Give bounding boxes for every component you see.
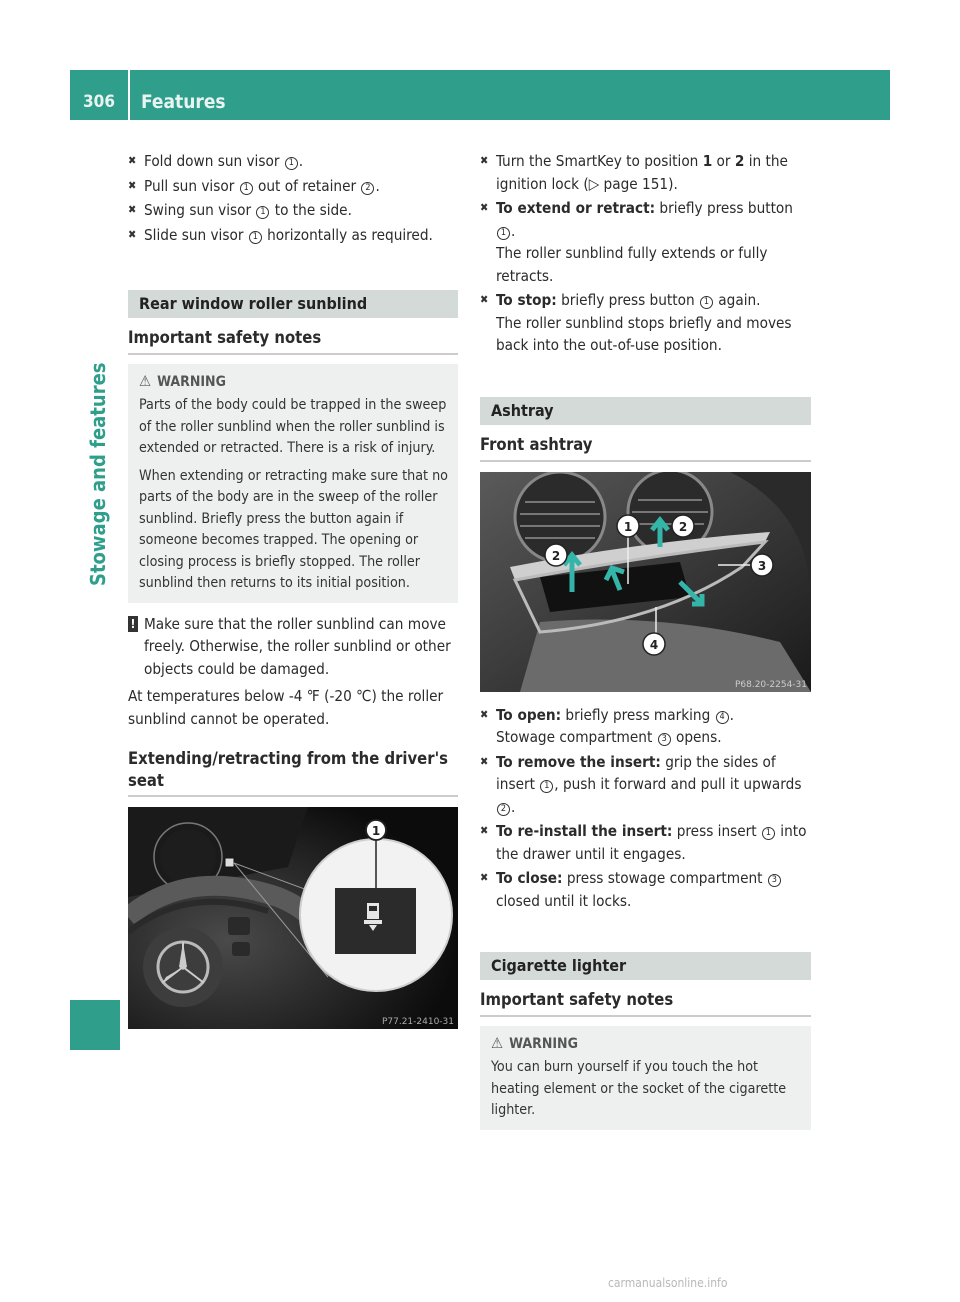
callout-1: 1: [762, 827, 775, 840]
subsection-title-drivers-seat: Extending/retracting from the driver's seat: [128, 748, 458, 797]
callout-1: 1: [497, 227, 510, 240]
ashtray-illustration: [480, 472, 811, 692]
page-number: 306: [83, 92, 115, 112]
image-callout-2: 2: [678, 519, 688, 534]
image-code: P68.20-2254-31: [734, 679, 807, 690]
callout-3: 3: [658, 733, 671, 746]
exclamation-icon: !: [128, 616, 138, 632]
callout-1: 1: [249, 231, 262, 244]
watermark-footer: carmanualsonline.info: [608, 1276, 728, 1290]
step-turn-smartkey: ✖ Turn the SmartKey to position 1 or 2 in the ignition lock (▷ page 151).: [480, 150, 811, 195]
warning-heading: ⚠ WARNING: [139, 372, 226, 390]
callout-1: 1: [540, 780, 553, 793]
warning-box: [480, 1026, 811, 1130]
step-close: ✖ To close: press stowage compartment 3 closed until it locks.: [480, 867, 811, 912]
callout-4: 4: [716, 711, 729, 724]
ashtray-image: [480, 472, 811, 692]
callout-3: 3: [768, 874, 781, 887]
image-code: P77.21-2410-31: [381, 1017, 454, 1027]
image-callout-4: 4: [649, 637, 659, 652]
warning-triangle-icon: ⚠: [139, 372, 152, 390]
warning-box: [128, 364, 458, 603]
right-column: [480, 150, 811, 1130]
callout-2: 2: [361, 182, 374, 195]
subsection-title-safety: Important safety notes: [480, 988, 811, 1017]
damage-note: ! Make sure that the roller sunblind can move freely. Otherwise, the roller sunblind or other objects could be damaged.: [128, 613, 458, 681]
warning-paragraph: You can burn yourself if you touch the hot heating element or the socket of the cigarette lighter.: [491, 1059, 787, 1118]
page-header: [70, 70, 890, 120]
step-reinstall-insert: ✖ To re-install the insert: press insert 1 into the drawer until it engages.: [480, 820, 811, 865]
page-title: Features: [141, 91, 226, 113]
callout-1: 1: [285, 157, 298, 170]
callout-1: 1: [240, 182, 253, 195]
warning-triangle-icon: ⚠: [491, 1034, 504, 1052]
step-stop: ✖ To stop: briefly press button 1 again. The roller sunblind stops briefly and moves back into the out-of-use position.: [480, 289, 811, 357]
left-column: [128, 150, 458, 1029]
dashboard-illustration: [128, 807, 458, 1029]
image-callout-3: 3: [757, 558, 767, 573]
image-callout-1: 1: [623, 519, 633, 534]
step-pull-visor: ✖ Pull sun visor 1 out of retainer 2 .: [128, 175, 458, 198]
warning-heading: ⚠ WARNING: [491, 1034, 578, 1052]
step-extend-retract: ✖ To extend or retract: briefly press button 1 . The roller sunblind fully extends or fully retracts.: [480, 197, 811, 287]
temperature-note: At temperatures below -4 ℉ (-20 ℃) the roller sunblind cannot be operated.: [128, 687, 444, 728]
callout-1: 1: [256, 206, 269, 219]
sidebar-chapter-label: Stowage and features: [86, 362, 110, 586]
step-open: ✖ To open: briefly press marking 4 . Stowage compartment 3 opens.: [480, 704, 811, 749]
callout-2: 2: [497, 803, 510, 816]
dashboard-button-image: [128, 807, 458, 1029]
image-callout-2: 2: [551, 548, 561, 563]
callout-1: 1: [700, 296, 713, 309]
image-callout-1: 1: [371, 824, 381, 838]
step-slide-visor: ✖ Slide sun visor 1 horizontally as required.: [128, 224, 458, 247]
header-divider: [128, 70, 130, 120]
sidebar-tab: [70, 1000, 120, 1050]
subsection-title-safety: Important safety notes: [128, 326, 458, 355]
step-fold-visor: ✖ Fold down sun visor 1 .: [128, 150, 458, 173]
step-remove-insert: ✖ To remove the insert: grip the sides of insert 1 , push it forward and pull it upwards 2 .: [480, 751, 811, 819]
warning-paragraph: When extending or retracting make sure that no parts of the body are in the sweep of the roller sunblind. Briefly press the button again if someone becomes trapped. The opening or closing process is briefly stopped. The roller sunblind then returns to its initial position.: [139, 467, 448, 591]
section-title-cigarette-lighter: Cigarette lighter: [480, 952, 811, 980]
warning-paragraph: Parts of the body could be trapped in the sweep of the roller sunblind when the roller sunblind is extended or retracted. There is a risk of injury.: [139, 397, 447, 456]
section-title-ashtray: Ashtray: [480, 397, 811, 425]
subsection-title-front-ashtray: Front ashtray: [480, 433, 811, 462]
step-swing-visor: ✖ Swing sun visor 1 to the side.: [128, 199, 458, 222]
page-reference-link[interactable]: ▷ page 151: [588, 174, 669, 193]
section-title-roller-sunblind: Rear window roller sunblind: [128, 290, 458, 318]
